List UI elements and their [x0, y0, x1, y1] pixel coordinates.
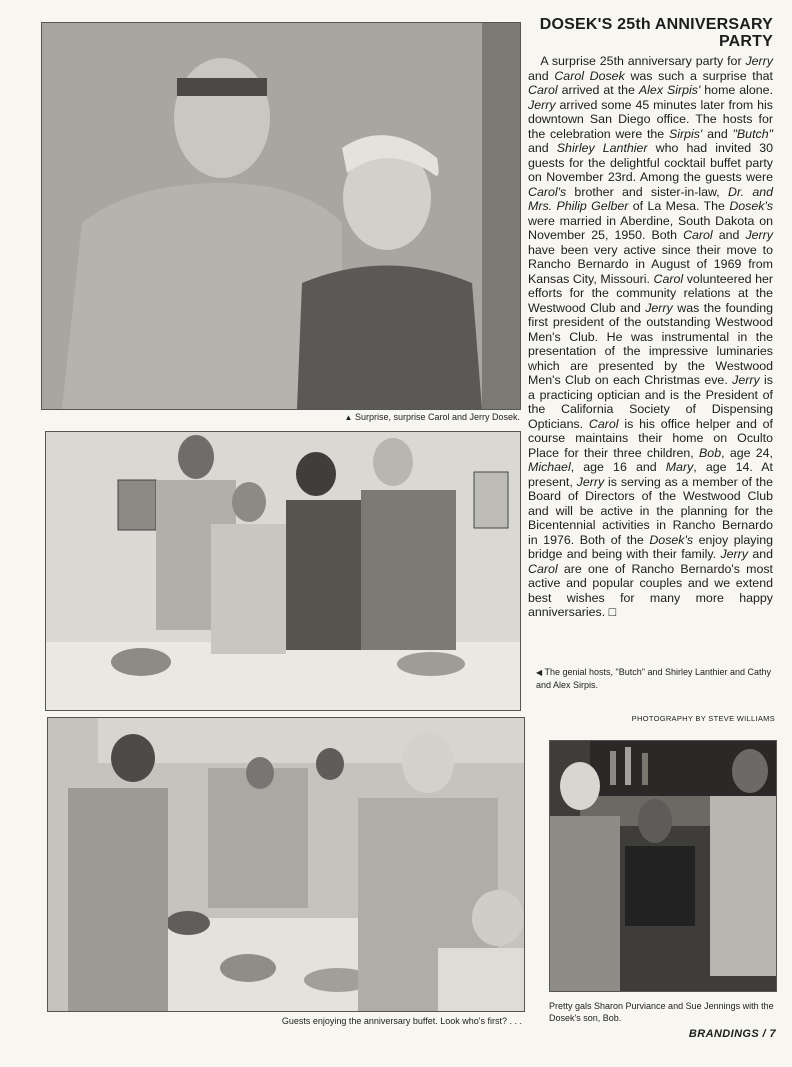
article-text: is his office helper and of course maintains their home on Oculto Place for their three children, — [528, 416, 773, 460]
article-text: of La Mesa. The — [628, 199, 730, 213]
article-name: Carol — [683, 228, 713, 242]
article-name: Jerry — [528, 97, 556, 112]
article-text: enjoy playing bridge and being with their family. — [528, 532, 773, 561]
photo1-caption: ▲ Surprise, surprise Carol and Jerry Dosek. — [344, 412, 520, 422]
article-text: and — [702, 126, 733, 141]
article-name: Mary — [665, 460, 694, 474]
article-text: and — [747, 547, 773, 561]
photo3-caption: Guests enjoying the anniversary buffet. Look who's first? . . . — [281, 1016, 522, 1026]
article-name: Sirpis' — [668, 126, 703, 141]
photo-genial-hosts — [45, 431, 521, 711]
article-name: "Butch" — [732, 126, 773, 141]
article-text: arrived at the — [557, 83, 639, 97]
article-name: Jerry — [732, 373, 760, 387]
article-name: Carol — [528, 561, 558, 576]
article-name: Carol Dosek — [554, 68, 625, 83]
article-name: Jerry — [645, 300, 673, 315]
article-title: DOSEK'S 25th ANNIVERSARY PARTY — [539, 16, 773, 50]
photo4-caption: Pretty gals Sharon Purviance and Sue Jennings with the Dosek's son, Bob. — [549, 1001, 774, 1023]
photo-credit: PHOTOGRAPHY BY STEVE WILLIAMS — [631, 714, 775, 723]
article-name: Bob — [699, 445, 722, 460]
article-text: is a practicing optician and is the President of the California Society of Dispensing Opticians. — [528, 373, 773, 431]
article-name: Dr. and Mrs. Philip Gelber — [528, 184, 773, 213]
article-text: and — [712, 228, 746, 242]
article-name: Carol — [588, 416, 619, 431]
article-text: was such a surprise that — [624, 68, 773, 83]
photo-sharon-sue-bob — [549, 740, 777, 992]
article-text: , age 14. At present, — [528, 460, 773, 489]
article-text: and — [528, 68, 555, 83]
article-name: Carol — [653, 271, 684, 286]
photo-buffet-guests — [47, 717, 525, 1012]
article-body — [528, 54, 773, 620]
article-text: , age 24, — [721, 445, 773, 460]
article-name: Jerry — [745, 228, 774, 242]
article-name: Dosek's — [649, 532, 694, 547]
article-text: are one of Rancho Bernardo's most active and popular couples and we extend best wishes for many more happy anniversaries. — [528, 561, 773, 619]
article-name: Dosek's — [729, 199, 774, 213]
article-text: □ — [608, 605, 617, 619]
page-folio: BRANDINGS / 7 — [688, 1028, 776, 1040]
article-text: arrived some 45 minutes later from his downtown San Diego office. The hosts for the celebration were the — [528, 97, 773, 141]
photo2-caption: ◀ The genial hosts, "Butch" and Shirley Lanthier and Cathy and Alex Sirpis. — [536, 667, 772, 690]
article-name: Jerry — [720, 547, 748, 561]
article-name: Michael — [528, 460, 571, 474]
article-text: brother and sister-in-law, — [566, 184, 728, 199]
article-text: , age 16 and — [570, 460, 666, 474]
article-name: Shirley Lanthier — [556, 141, 648, 155]
article-name: Carol's — [528, 184, 567, 199]
article-text: was the founding first president of the outstanding Westwood Men's Club. He was instrumental in the presentation of the impressive luminaries which are presented by the Westwood Men's Club on each Christmas eve. — [528, 300, 773, 387]
photo-carol-and-jerry — [41, 22, 521, 410]
article-name: Jerry — [576, 474, 605, 489]
article-name: Jerry — [745, 54, 773, 68]
article-text: and — [528, 141, 557, 155]
article-text: is serving as a member of the Board of Directors of the Westwood Club and will be active in the planning for the Bicentennial activities in Rancho Bernardo in 1976. Both of the — [528, 474, 773, 547]
article-text: have been very active since their move to Rancho Bernardo in August of 1969 from Kansas City, Missouri. — [528, 242, 773, 286]
article-text: volunteered her efforts for the community relations at the Westwood Club and — [528, 271, 773, 315]
article-name: Carol — [528, 83, 558, 97]
article-name: Alex Sirpis' — [638, 83, 701, 97]
article-text: who had invited 30 guests for the delightful cocktail buffet party on November 23rd. Among the guests were — [528, 141, 774, 184]
article-text: home alone. — [700, 83, 774, 97]
article-text: were married in Aberdine, South Dakota on November 25, 1950. Both — [528, 213, 773, 242]
article-text: A surprise 25th anniversary party for — [540, 54, 746, 68]
